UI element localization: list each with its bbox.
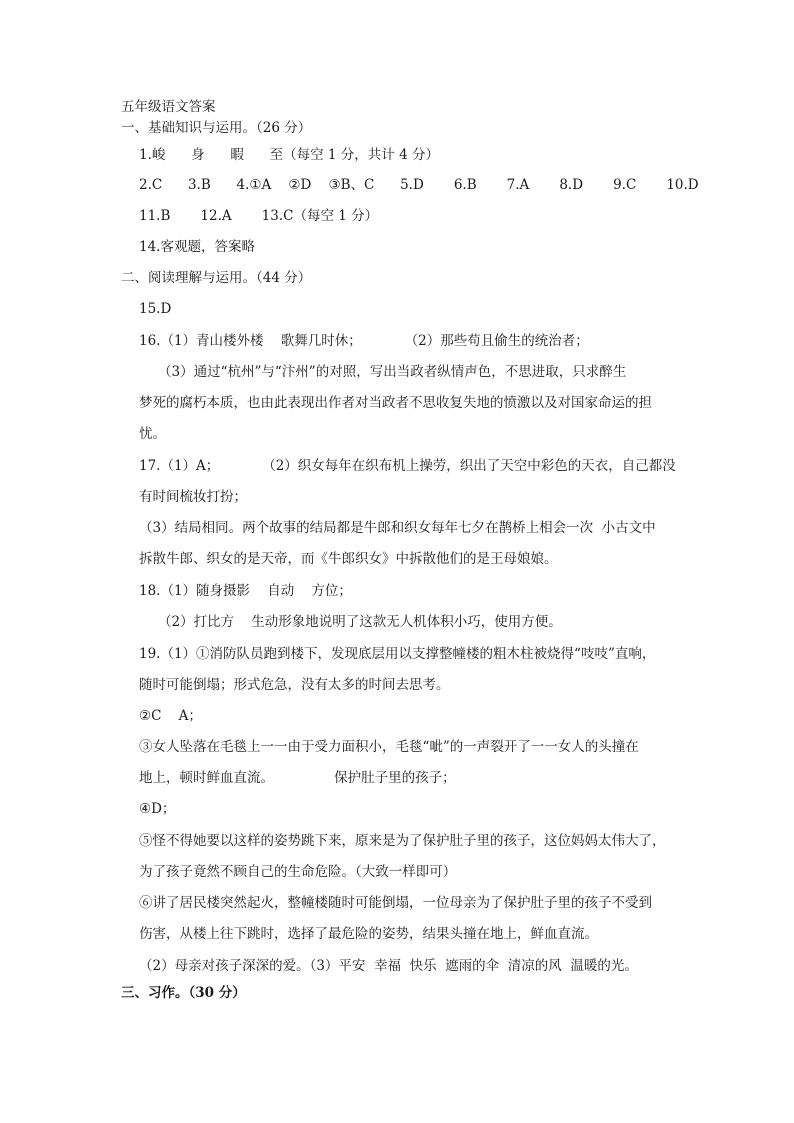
answer-line: 14.客观题，答案略 [139,239,255,255]
answer-line: 18.（1）随身摄影 自动 方位； [139,583,352,599]
answer-line: （3）结局相同。两个故事的结局都是牛郎和织女每年七夕在鹊桥上相会一次 小古文中 [139,520,656,536]
answer-line: 为了孩子竟然不顾自己的生命危险。（大致一样即可） [139,864,457,880]
answer-line: ③女人坠落在毛毯上一一由于受力面积小，毛毯“呲”的一声裂开了一一女人的头撞在 [139,739,639,755]
answer-line: （2）母亲对孩子深深的爱。（3）平安 幸福 快乐 遮雨的伞 清凉的风 温暖的光。 [139,958,638,974]
answer-line: （3）通过“杭州”与“汴州”的对照，写出当政者纵情声色，不思进取，只求醉生 [158,364,627,380]
answer-line: 梦死的腐朽本质，也由此表现出作者对当政者不思收复失地的愤激以及对国家命运的担 [139,395,652,411]
answer-line: ⑥讲了居民楼突然起火，整幢楼随时可能倒塌，一位母亲为了保护肚子里的孩子不受到 [139,895,652,911]
answer-line: 2.C 3.B 4.①A ②D ③B、C 5.D 6.B 7.A 8.D 9.C 10.D [139,177,699,193]
section-heading-reading: 二、阅读理解与运用。（44 分） [121,270,312,286]
document-title: 五年级语文答案 [121,99,216,115]
answer-line: 11.B 12.A 13.C（每空 1 分） [139,208,379,224]
answer-line: 伤害，从楼上往下跳时，选择了最危险的姿势，结果头撞在地上，鲜血直流。 [139,926,598,942]
answer-line: 随时可能倒塌；形式危急，没有太多的时间去思考。 [139,677,450,693]
answer-line: 拆散牛郎、织女的是天帝，而《牛郎织女》中拆散他们的是王母娘娘。 [139,551,558,567]
answer-line: （2）打比方 生动形象地说明了这款无人机体积小巧，使用方便。 [158,614,562,630]
answer-line: ④D； [139,801,176,817]
answer-line: 19.（1）①消防队员跑到楼下，发现底层用以支撑整幢楼的粗木柱被烧得“吱吱”直响， [139,646,656,662]
answer-line: 有时间梳妆打扮； [139,489,247,505]
answer-line: ②C A； [139,708,202,724]
answer-line: 1.峻 身 暇 至（每空 1 分，共计 4 分） [139,147,439,163]
section-heading-basics: 一、基础知识与运用。（26 分） [121,120,312,136]
answer-line: 16.（1）青山楼外楼 歌舞几时休； （2）那些苟且偷生的统治者； [139,333,589,349]
answer-line: 15.D [139,301,172,317]
answer-line: 忧。 [139,426,166,442]
answer-line: 17.（1）A； （2）织女每年在织布机上操劳，织出了天空中彩色的天衣，自己都没 [139,458,676,474]
answer-line: 地上，顿时鲜血直流。 保护肚子里的孩子； [139,770,456,786]
answer-line: ⑤怪不得她要以这样的姿势跳下来，原来是为了保护肚子里的孩子，这位妈妈太伟大了， [139,833,666,849]
section-heading-writing: 三、习作。（30 分） [121,985,246,1001]
